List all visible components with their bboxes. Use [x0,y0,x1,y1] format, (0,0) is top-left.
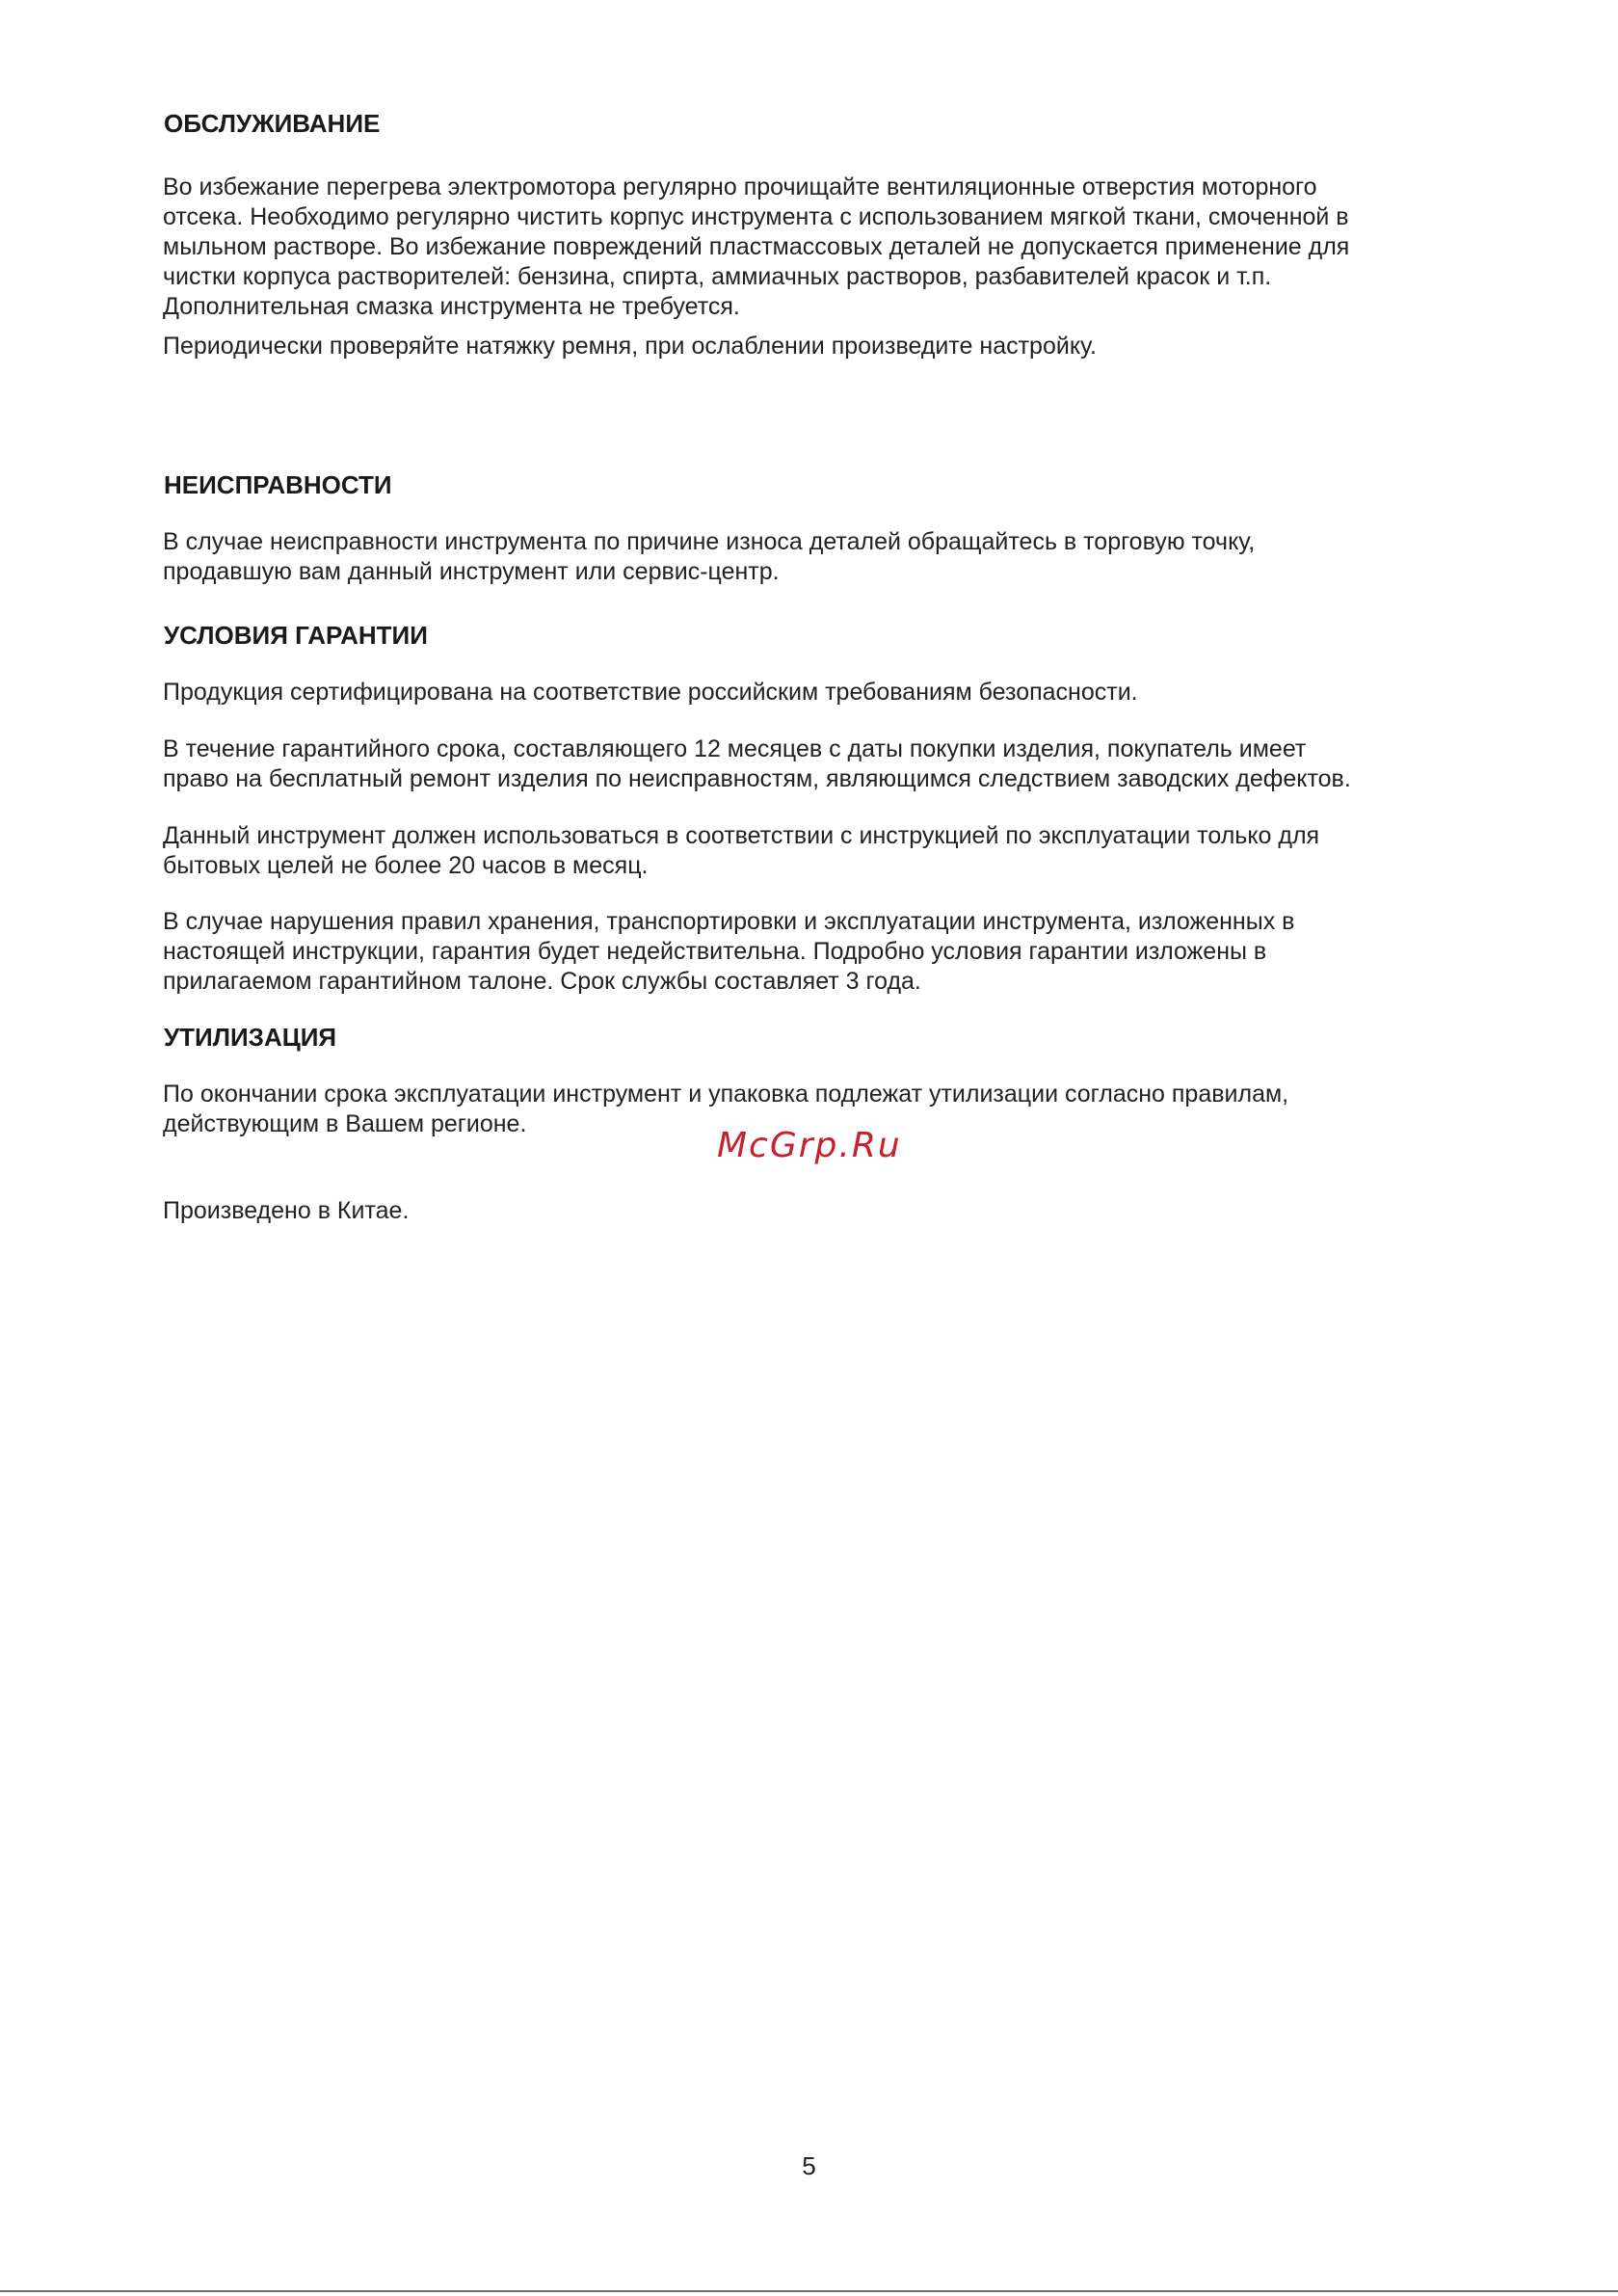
paragraph-warranty-3 [163,821,1483,881]
page-number: 5 [802,2151,816,2180]
text-line: Данный инструмент должен использоваться в соответствии с инструкцией по эксплуатации только для [163,822,1320,849]
heading-maintenance: ОБСЛУЖИВАНИЕ [164,109,381,138]
text-line: право на бесплатный ремонт изделия по неисправностям, являющимся следствием заводских дефектов. [163,765,1351,792]
text-line: продавшую вам данный инструмент или сервис-центр. [163,558,780,585]
heading-disposal: УТИЛИЗАЦИЯ [164,1023,337,1052]
text-line: Продукция сертифицирована на соответствие российским требованиям безопасности. [163,679,1138,706]
text-line: По окончании срока эксплуатации инструмент и упаковка подлежат утилизации согласно правилам, [163,1081,1289,1108]
text-line: Дополнительная смазка инструмента не требуется. [163,293,740,320]
text-line: настоящей инструкции, гарантия будет недействительна. Подробно условия гарантии изложены в [163,938,1267,965]
text-line: мыльном растворе. Во избежание повреждений пластмассовых деталей не допускается применение для [163,233,1350,260]
bottom-divider [0,2290,1618,2292]
text-line: В случае нарушения правил хранения, транспортировки и эксплуатации инструмента, изложенных в [163,908,1295,935]
paragraph-faults-1 [163,527,1483,587]
text-line: Произведено в Китае. [163,1197,410,1224]
text-line: действующим в Вашем регионе. [163,1110,527,1137]
made-in-text [163,1196,1483,1226]
text-line: Во избежание перегрева электромотора регулярно прочищайте вентиляционные отверстия моторного [163,174,1317,200]
text-line: Периодически проверяйте натяжку ремня, при ослаблении произведите настройку. [163,333,1097,360]
paragraph-maintenance-1 [163,173,1483,322]
paragraph-warranty-2 [163,734,1483,794]
watermark-logo: McGrp.Ru [717,1126,902,1165]
text-line: чистки корпуса растворителей: бензина, спирта, аммиачных растворов, разбавителей красок и т.п. [163,263,1272,290]
text-line: бытовых целей не более 20 часов в месяц. [163,852,649,879]
text-line: отсека. Необходимо регулярно чистить корпус инструмента с использованием мягкой ткани, смоченной в [163,203,1349,230]
paragraph-maintenance-2 [163,332,1483,361]
text-line: В случае неисправности инструмента по причине износа деталей обращайтесь в торговую точку, [163,528,1256,555]
text-line: прилагаемом гарантийном талоне. Срок службы составляет 3 года. [163,968,921,995]
text-line: В течение гарантийного срока, составляющего 12 месяцев с даты покупки изделия, покупатель имеет [163,735,1307,762]
heading-faults: НЕИСПРАВНОСТИ [164,470,392,499]
paragraph-warranty-1 [163,678,1483,707]
paragraph-warranty-4 [163,907,1483,997]
heading-warranty: УСЛОВИЯ ГАРАНТИИ [164,621,428,650]
